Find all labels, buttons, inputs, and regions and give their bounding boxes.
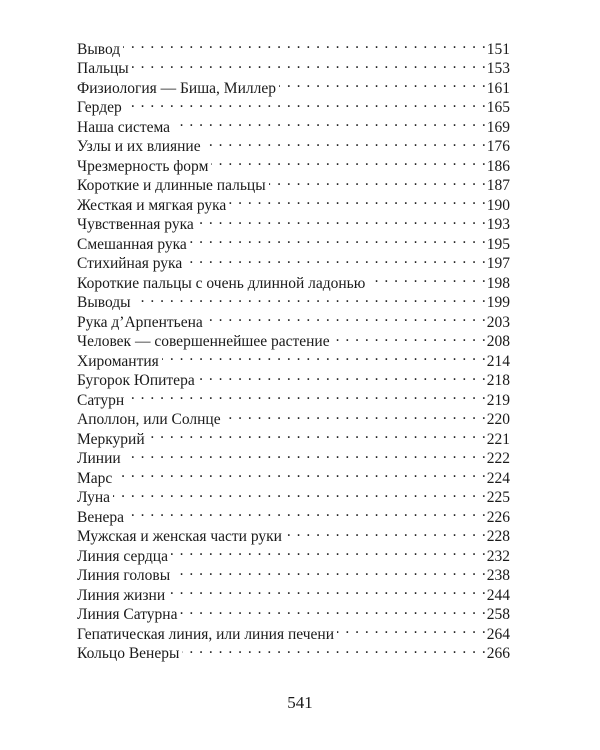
toc-entry-page: 187 — [486, 177, 510, 194]
dot-leader — [162, 346, 487, 366]
toc-entry-title: Сатурн — [77, 391, 125, 409]
toc-entry-page: 225 — [486, 489, 510, 506]
toc-entry-page: 195 — [486, 235, 510, 253]
toc-entry-page: 220 — [486, 411, 510, 428]
toc-entry — [77, 307, 510, 331]
toc-entry-title: Рука д’Арпентьена — [77, 313, 203, 331]
toc-entry — [77, 405, 510, 428]
toc-entry-page: 151 — [486, 40, 510, 58]
toc-entry-page: 208 — [486, 333, 510, 350]
toc-entry-page: 214 — [486, 352, 510, 370]
dot-leader — [134, 288, 487, 308]
toc-entry-title: Кольцо Венеры — [77, 645, 180, 662]
dot-leader — [180, 600, 486, 620]
dot-leader — [148, 424, 487, 444]
toc-entry-page: 226 — [486, 508, 510, 526]
toc-entry-page: 232 — [486, 547, 510, 565]
dot-leader — [224, 405, 487, 425]
toc-entry-page: 219 — [486, 391, 510, 409]
toc-entry-title: Линия головы — [77, 567, 171, 584]
toc-entry-title: Чрезмерность форм — [77, 157, 209, 175]
toc-entry-page: 222 — [486, 450, 510, 467]
dot-leader — [132, 54, 487, 74]
toc-entry-title: Выводы — [77, 294, 131, 311]
toc-entry — [77, 385, 510, 409]
dot-leader — [171, 541, 487, 561]
dot-leader — [368, 268, 486, 288]
toc-entry — [77, 34, 510, 58]
toc-entry — [77, 93, 510, 116]
dot-leader — [190, 229, 487, 249]
toc-entry-title: Гердер — [77, 99, 122, 116]
toc-entry — [77, 288, 510, 311]
dot-leader — [182, 639, 486, 659]
dot-leader — [333, 327, 487, 347]
toc-entry-page: 264 — [486, 625, 510, 643]
toc-entry-page: 218 — [486, 372, 510, 389]
toc-entry-page: 199 — [486, 294, 510, 311]
toc-entry-page: 224 — [486, 469, 510, 487]
toc-entry-page: 190 — [486, 196, 510, 214]
toc-entry-page: 165 — [486, 99, 510, 116]
toc-entry — [77, 73, 510, 97]
toc-entry-page: 203 — [486, 313, 510, 331]
table-of-contents — [77, 34, 510, 662]
toc-entry-page: 176 — [486, 138, 510, 155]
toc-entry-title: Линия жизни — [77, 586, 166, 604]
toc-entry-page: 197 — [486, 255, 510, 272]
dot-leader — [285, 522, 487, 542]
dot-leader — [279, 73, 487, 93]
toc-entry-title: Короткие пальцы с очень длинной ладонью — [77, 274, 366, 292]
toc-entry — [77, 54, 510, 77]
dot-leader — [127, 385, 487, 405]
dot-leader — [113, 483, 487, 503]
toc-entry-page: 186 — [486, 157, 510, 175]
dot-leader — [127, 502, 487, 522]
toc-entry-page: 258 — [486, 606, 510, 623]
dot-leader — [337, 619, 487, 639]
toc-entry-title: Стихийная рука — [77, 255, 183, 272]
toc-entry — [77, 444, 510, 467]
dot-leader — [168, 580, 487, 600]
dot-leader — [269, 171, 487, 191]
page-number: 541 — [287, 693, 313, 712]
toc-entry-title: Гепатическая линия, или линия печени — [77, 625, 334, 643]
toc-entry-title: Узлы и их влияние — [77, 138, 201, 155]
toc-entry-title: Наша система — [77, 118, 171, 136]
toc-entry-page: 169 — [486, 118, 510, 136]
toc-entry-title: Линии — [77, 450, 121, 467]
dot-leader — [173, 561, 487, 581]
toc-entry — [77, 483, 510, 506]
toc-entry-title: Венера — [77, 508, 125, 526]
toc-entry-page: 238 — [486, 567, 510, 584]
toc-entry-page: 161 — [486, 79, 510, 97]
dot-leader — [123, 34, 487, 54]
toc-entry-page: 193 — [486, 216, 510, 233]
dot-leader — [206, 307, 487, 327]
toc-entry-page: 266 — [486, 645, 510, 662]
dot-leader — [125, 93, 487, 113]
toc-entry — [77, 463, 510, 487]
toc-entry-title: Смешанная рука — [77, 235, 187, 253]
toc-entry — [77, 502, 510, 526]
dot-leader — [204, 132, 487, 152]
dot-leader — [229, 190, 486, 210]
toc-entry-title: Линия Сатурна — [77, 606, 178, 623]
toc-entry-title: Линия сердца — [77, 547, 168, 565]
dot-leader — [197, 210, 487, 230]
toc-entry-title: Вывод — [77, 40, 121, 58]
dot-leader — [124, 444, 487, 464]
toc-entry-title: Человек — совершеннейшее растение — [77, 333, 330, 350]
toc-entry-title: Жесткая и мягкая рука — [77, 196, 227, 214]
toc-entry-title: Бугорок Юпитера — [77, 372, 195, 389]
toc-entry-title: Марс — [77, 469, 113, 487]
toc-entry-page: 221 — [486, 430, 510, 448]
toc-entry-title: Пальцы — [77, 60, 129, 77]
toc-entry-title: Мужская и женская части руки — [77, 528, 282, 545]
toc-entry — [77, 522, 510, 545]
dot-leader — [173, 112, 487, 132]
dot-leader — [198, 366, 487, 386]
toc-entry-title: Физиология — Биша, Миллер — [77, 79, 276, 97]
toc-entry-title: Хиромантия — [77, 352, 159, 370]
dot-leader — [211, 151, 486, 171]
toc-entry — [77, 112, 510, 136]
dot-leader — [185, 249, 487, 269]
toc-entry-title: Короткие и длинные пальцы — [77, 177, 266, 194]
toc-entry-title: Чувственная рука — [77, 216, 194, 233]
toc-entry-title: Аполлон, или Солнце — [77, 411, 221, 428]
toc-entry-page: 198 — [486, 274, 510, 292]
toc-entry-title: Луна — [77, 489, 111, 506]
toc-entry-page: 244 — [486, 586, 510, 604]
toc-entry-page: 228 — [486, 528, 510, 545]
dot-leader — [115, 463, 486, 483]
toc-entry-page: 153 — [486, 60, 510, 77]
toc-entry-title: Меркурий — [77, 430, 145, 448]
